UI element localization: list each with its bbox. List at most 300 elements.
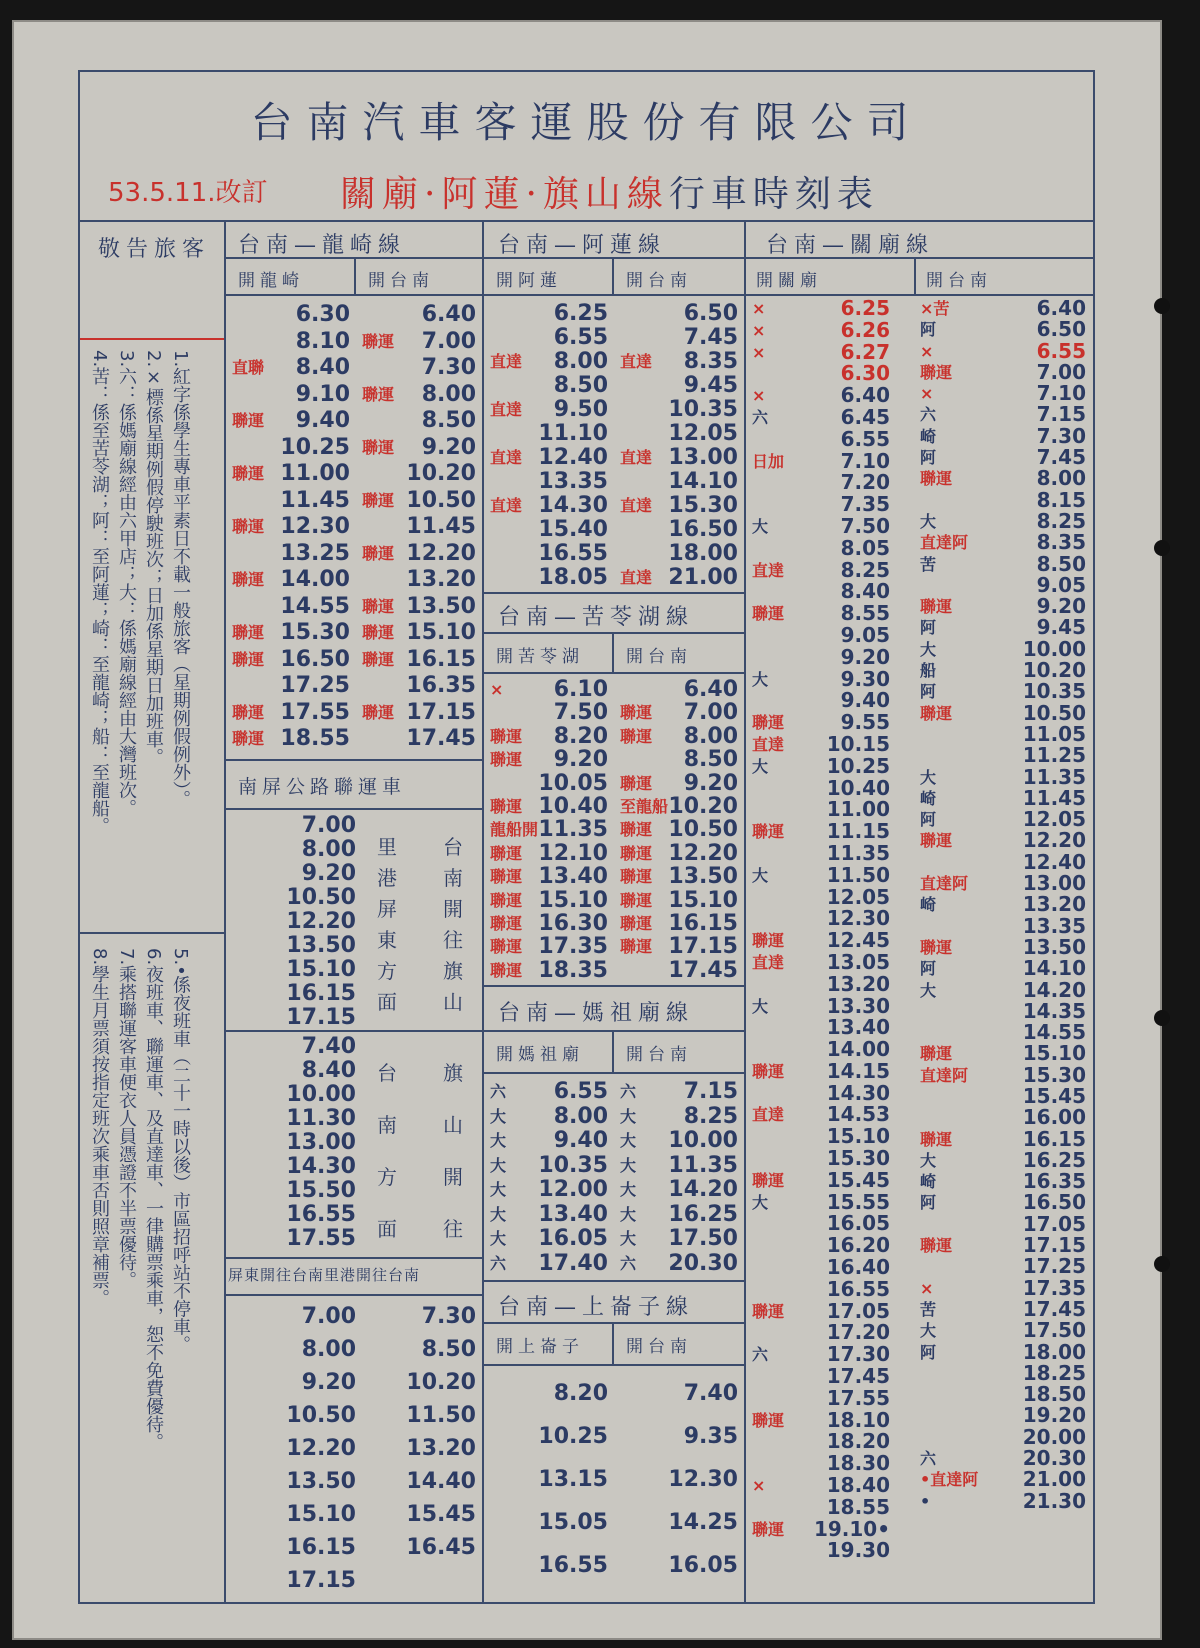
service-mark: 直達 — [620, 568, 653, 587]
note-7: 7.乘搭聯運客車便衣人員憑證不半票優待。 — [116, 948, 137, 1290]
time-row — [620, 446, 738, 470]
service-mark: 聯運 — [620, 843, 653, 863]
departure-time: 12.30 — [280, 514, 350, 539]
departure-time: 12.20 — [406, 540, 476, 566]
time-row — [392, 1300, 476, 1333]
time-row — [920, 700, 1086, 725]
departure-time: 12.20 — [286, 909, 356, 934]
service-mark: 大 — [620, 1229, 637, 1248]
departure-time: 12.40 — [538, 445, 608, 470]
time-row — [752, 666, 890, 691]
departure-time: 15.40 — [538, 517, 608, 542]
time-row — [620, 470, 738, 494]
departure-time: 6.10 — [553, 677, 608, 702]
note-4: 4.苦：係至苦苓湖；阿：至阿蓮；崎：至龍崎；船：至龍船。 — [89, 350, 110, 836]
time-row — [620, 1129, 738, 1154]
time-row — [920, 809, 1086, 830]
time-row — [232, 673, 350, 700]
time-row — [490, 912, 608, 935]
departure-time: 9.20 — [421, 434, 476, 460]
notice-title: 敬告旅客 — [98, 237, 211, 262]
service-mark: 直達 — [752, 952, 785, 972]
departure-time: 14.25 — [668, 1510, 738, 1535]
service-mark: 聯運 — [362, 623, 395, 642]
time-row — [752, 448, 890, 473]
departure-time: 9.20 — [301, 861, 356, 886]
departure-time: 7.10 — [840, 448, 890, 473]
time-row — [920, 764, 1086, 789]
departure-time: 8.00 — [553, 1103, 608, 1129]
departure-time: 12.05 — [826, 884, 890, 909]
departure-time: 9.45 — [1036, 615, 1086, 640]
time-row — [752, 821, 890, 843]
departure-time: 11.45 — [280, 487, 350, 513]
departure-time: 8.05 — [840, 535, 890, 560]
time-row — [232, 408, 350, 435]
time-row — [232, 488, 350, 515]
time-row — [752, 317, 890, 342]
departure-time: 8.25 — [683, 1103, 738, 1129]
service-mark: 聯運 — [752, 713, 785, 733]
notes-5-8 — [86, 948, 194, 1548]
departure-time: 6.45 — [840, 404, 890, 429]
service-mark: 聯運 — [752, 1301, 785, 1321]
time-row — [232, 647, 350, 674]
service-mark: 聯運 — [490, 960, 523, 980]
time-row — [920, 338, 1086, 363]
time-row — [752, 712, 890, 734]
time-row — [276, 982, 356, 1006]
departure-time: 9.20 — [301, 1370, 356, 1395]
departure-time: 9.10 — [295, 381, 350, 407]
departure-time: 18.00 — [668, 541, 738, 566]
departure-time: 10.50 — [286, 1403, 356, 1428]
time-row — [620, 350, 738, 374]
time-row — [752, 363, 890, 385]
service-mark: 聯運 — [362, 437, 395, 457]
time-row — [920, 913, 1086, 938]
mazu-left-times — [490, 1080, 608, 1276]
time-row — [920, 617, 1086, 638]
departure-time: 6.50 — [1036, 317, 1086, 342]
service-mark: 直達 — [620, 352, 653, 371]
departure-time: 18.05 — [538, 565, 608, 590]
time-row — [920, 934, 1086, 959]
longqi-right-times — [362, 302, 476, 753]
time-row — [752, 753, 890, 778]
departure-time: 18.40 — [826, 1473, 890, 1498]
service-mark: 大 — [620, 1131, 637, 1150]
departure-time: 9.40 — [295, 408, 350, 433]
time-row — [752, 622, 890, 647]
service-mark: 苦 — [920, 1299, 937, 1319]
service-mark: 六 — [752, 407, 769, 427]
time-row — [232, 620, 350, 647]
departure-time: 7.00 — [1036, 359, 1086, 384]
departure-time: 8.00 — [421, 381, 476, 407]
service-mark: 聯運 — [920, 362, 953, 382]
time-row — [232, 329, 350, 356]
time-row — [752, 949, 890, 974]
alian-left-times — [490, 302, 608, 590]
time-row — [276, 1531, 356, 1564]
departure-time: 13.20 — [1022, 892, 1086, 917]
service-mark: 大 — [490, 1155, 507, 1175]
service-mark: 大 — [920, 980, 937, 1000]
departure-time: 6.25 — [840, 296, 890, 320]
time-row — [392, 1432, 476, 1465]
departure-time: 13.50 — [286, 933, 356, 958]
departure-time: 6.40 — [421, 302, 476, 327]
time-row — [920, 319, 1086, 340]
departure-time: 7.30 — [421, 355, 476, 380]
time-row — [620, 518, 738, 542]
departure-time: 13.00 — [1022, 871, 1086, 896]
departure-time: 15.10 — [1022, 1041, 1086, 1066]
time-row — [920, 423, 1086, 448]
time-row — [752, 644, 890, 669]
service-mark: 直達 — [752, 560, 785, 580]
service-mark: 聯運 — [362, 543, 395, 563]
departure-time: 10.20 — [668, 793, 738, 819]
service-mark: 大 — [752, 996, 769, 1016]
time-row — [362, 620, 476, 647]
time-row — [620, 566, 738, 590]
time-row — [392, 1333, 476, 1366]
departure-time: 14.00 — [826, 1037, 890, 1062]
departure-time: 6.26 — [840, 317, 890, 342]
time-row — [920, 487, 1086, 512]
service-mark: 聯運 — [752, 1170, 785, 1190]
time-row — [276, 1107, 356, 1131]
time-row — [752, 908, 890, 930]
departure-time: 13.50 — [668, 864, 738, 890]
kuling-right-times — [620, 678, 738, 982]
time-row — [920, 1147, 1086, 1172]
time-row — [276, 1227, 356, 1251]
time-row — [752, 1366, 890, 1388]
service-mark: 大 — [620, 1204, 637, 1224]
departure-time: 18.30 — [826, 1451, 890, 1476]
departure-time: 10.50 — [1022, 700, 1086, 725]
time-row — [276, 1155, 356, 1179]
time-row — [920, 1405, 1086, 1426]
departure-time: 19.30 — [826, 1538, 890, 1563]
departure-time: 15.50 — [286, 1178, 356, 1203]
departure-time: 15.10 — [668, 887, 738, 913]
time-row — [920, 468, 1086, 489]
departure-time: 15.55 — [826, 1189, 890, 1214]
departure-time: 8.25 — [840, 557, 890, 582]
time-row — [232, 435, 350, 462]
time-row — [920, 1022, 1086, 1043]
alian-right-times — [620, 302, 738, 590]
service-mark: 龍船開 — [490, 820, 539, 840]
service-mark: × — [752, 386, 766, 406]
mazu-col1: 開媽祖廟 — [496, 1045, 584, 1065]
time-row — [920, 447, 1086, 468]
departure-time: 16.50 — [668, 517, 738, 542]
time-row — [752, 993, 890, 1018]
time-row — [620, 1105, 738, 1130]
time-row — [620, 1415, 738, 1458]
service-mark: 聯運 — [752, 1519, 785, 1539]
kuling-left-times — [490, 678, 608, 982]
service-mark: 六 — [920, 1449, 937, 1469]
departure-time: 16.15 — [1022, 1126, 1086, 1151]
departure-time: 8.25 — [1036, 508, 1086, 533]
departure-time: 8.00 — [1036, 466, 1086, 491]
service-mark: 聯運 — [232, 464, 265, 483]
departure-time: 11.00 — [826, 797, 890, 822]
time-row — [620, 772, 738, 795]
time-row — [920, 1083, 1086, 1108]
time-row — [232, 461, 350, 488]
time-row — [490, 494, 608, 518]
departure-time: 13.50 — [286, 1469, 356, 1494]
time-row — [490, 935, 608, 958]
departure-time: 10.35 — [668, 397, 738, 422]
mazu-right-times — [620, 1080, 738, 1276]
service-mark: •直達阿 — [920, 1470, 979, 1490]
time-row — [490, 795, 608, 818]
time-row — [276, 910, 356, 934]
shangqin-col2: 開台南 — [626, 1337, 692, 1357]
departure-time: 10.50 — [668, 817, 738, 843]
departure-time: 8.00 — [301, 1337, 356, 1362]
time-row — [490, 748, 608, 771]
departure-time: 9.40 — [840, 688, 890, 713]
service-mark: 聯運 — [490, 890, 523, 910]
service-mark: 崎 — [920, 788, 937, 808]
service-mark: 聯運 — [490, 750, 523, 770]
time-row — [362, 461, 476, 488]
service-mark: 聯運 — [752, 1410, 785, 1430]
departure-time: 8.40 — [295, 355, 350, 380]
departure-time: 14.55 — [1022, 1020, 1086, 1045]
service-mark: 大 — [920, 1150, 937, 1170]
departure-time: 17.05 — [826, 1298, 890, 1323]
shangqin-left-times — [490, 1372, 608, 1587]
departure-time: 9.45 — [683, 373, 738, 398]
service-mark: 阿 — [920, 320, 937, 340]
time-row — [920, 1171, 1086, 1192]
time-row — [620, 1252, 738, 1277]
service-mark: 崎 — [920, 1172, 937, 1192]
departure-time: 7.50 — [840, 513, 890, 538]
service-mark: 聯運 — [490, 796, 523, 816]
departure-time: 10.00 — [668, 1128, 738, 1153]
service-mark: 大 — [490, 1106, 507, 1126]
time-row — [752, 603, 890, 625]
departure-time: 14.55 — [280, 593, 350, 619]
departure-time: 18.10 — [826, 1407, 890, 1432]
departure-time: 16.50 — [1022, 1190, 1086, 1215]
service-mark: 直達 — [490, 400, 523, 419]
departure-time: 8.35 — [683, 349, 738, 374]
departure-time: 9.20 — [683, 770, 738, 796]
time-row — [920, 1211, 1086, 1236]
alian-header: 台南—阿蓮線 — [498, 233, 667, 258]
time-row — [362, 355, 476, 382]
departure-time: 18.20 — [826, 1429, 890, 1454]
departure-time: 17.15 — [286, 1005, 356, 1030]
departure-time: 7.35 — [840, 492, 890, 517]
departure-time: 13.35 — [538, 469, 608, 494]
service-mark: 聯運 — [362, 649, 395, 669]
service-mark: 聯運 — [620, 773, 653, 793]
time-row — [752, 1385, 890, 1410]
departure-time: 18.35 — [538, 957, 608, 983]
departure-time: 20.30 — [1022, 1446, 1086, 1471]
time-row — [362, 567, 476, 594]
departure-time: 11.35 — [1022, 764, 1086, 789]
service-mark: 聯運 — [490, 843, 523, 863]
departure-time: 16.05 — [538, 1226, 608, 1251]
departure-time: 15.10 — [406, 620, 476, 645]
departure-time: 7.30 — [1036, 423, 1086, 448]
time-row — [232, 594, 350, 621]
time-row — [920, 1424, 1086, 1449]
time-row — [490, 1178, 608, 1203]
departure-time: 16.00 — [1022, 1105, 1086, 1130]
guanmiao-left-times — [752, 298, 890, 1562]
pingdong-group1-times — [276, 814, 356, 1030]
departure-time: 9.05 — [840, 622, 890, 647]
time-row — [752, 557, 890, 582]
departure-time: 13.40 — [826, 1015, 890, 1040]
departure-time: 15.10 — [286, 1502, 356, 1527]
punch-hole — [1154, 1010, 1170, 1026]
time-row — [490, 1415, 608, 1458]
departure-time: 13.05 — [826, 949, 890, 974]
time-row — [620, 959, 738, 982]
guanmiao-header: 台南—關廟線 — [766, 233, 935, 258]
time-row — [752, 862, 890, 887]
service-mark: 聯運 — [232, 623, 265, 642]
departure-time: 15.45 — [406, 1502, 476, 1527]
service-mark: 聯運 — [490, 867, 523, 887]
service-mark: 聯運 — [752, 931, 785, 951]
service-mark: × — [752, 299, 766, 318]
time-row — [920, 830, 1086, 851]
time-row — [620, 701, 738, 724]
time-row — [620, 795, 738, 818]
time-row — [920, 359, 1086, 384]
departure-time: 13.20 — [406, 567, 476, 592]
time-row — [620, 1080, 738, 1105]
departure-time: 13.35 — [1022, 913, 1086, 938]
time-row — [392, 1498, 476, 1531]
service-mark: 聯運 — [920, 831, 953, 851]
service-mark: 大 — [920, 1321, 937, 1341]
departure-time: 16.40 — [826, 1255, 890, 1280]
departure-time: 10.25 — [280, 434, 350, 460]
departure-time: 17.20 — [826, 1320, 890, 1345]
time-row — [620, 1178, 738, 1203]
time-row — [490, 446, 608, 470]
service-mark: 大 — [920, 511, 937, 531]
time-row — [490, 1080, 608, 1105]
time-row — [752, 1298, 890, 1323]
departure-time: 15.10 — [286, 957, 356, 982]
departure-time: 8.20 — [553, 1381, 608, 1406]
departure-time: 8.55 — [840, 601, 890, 626]
service-mark: 聯運 — [490, 726, 523, 746]
pingdong-footer: 屏東開往台南里港開往台南 — [228, 1266, 421, 1284]
time-row — [620, 494, 738, 518]
departure-time: 17.55 — [286, 1226, 356, 1251]
time-row — [920, 1235, 1086, 1256]
time-row — [920, 1320, 1086, 1341]
time-row — [362, 726, 476, 753]
time-row — [752, 1431, 890, 1453]
departure-time: 8.20 — [553, 723, 608, 749]
service-mark: ×苦 — [920, 299, 950, 318]
service-mark: 至龍船 — [620, 796, 669, 816]
time-row — [920, 745, 1086, 766]
service-mark: 聯運 — [620, 890, 653, 910]
departure-time: 18.55 — [826, 1494, 890, 1519]
pingdong-group2-times — [276, 1035, 356, 1251]
departure-time: 15.05 — [538, 1510, 608, 1535]
time-row — [276, 1006, 356, 1030]
time-row — [276, 838, 356, 862]
time-row — [232, 514, 350, 541]
time-row — [276, 1399, 356, 1432]
time-row — [920, 1256, 1086, 1277]
departure-time: 17.30 — [826, 1342, 890, 1367]
time-row — [490, 374, 608, 398]
time-row — [490, 566, 608, 590]
time-row — [620, 1203, 738, 1228]
notes-1-4 — [86, 350, 194, 928]
departure-time: 15.30 — [1022, 1062, 1086, 1087]
departure-time: 10.05 — [538, 770, 608, 796]
time-row — [752, 1189, 890, 1214]
departure-time: 7.15 — [1036, 402, 1086, 427]
time-row — [752, 472, 890, 494]
service-mark: 阿 — [920, 448, 937, 468]
service-mark: × — [752, 320, 766, 340]
timetable-subtitle — [340, 166, 879, 217]
service-mark: 大 — [752, 669, 769, 689]
departure-time: 12.05 — [668, 421, 738, 446]
punch-hole — [1154, 298, 1170, 314]
service-mark: 聯運 — [920, 469, 953, 489]
time-row — [920, 404, 1086, 425]
departure-time: 10.25 — [538, 1424, 608, 1449]
service-mark: 阿 — [920, 1193, 937, 1213]
time-row — [920, 998, 1086, 1023]
time-row — [920, 298, 1086, 319]
time-row — [362, 594, 476, 621]
service-mark: 聯運 — [362, 596, 395, 616]
guanmiao-col2: 開台南 — [926, 271, 992, 291]
time-row — [362, 488, 476, 515]
shangqin-col1: 開上崙子 — [496, 1337, 584, 1357]
service-mark: 直達 — [620, 496, 653, 515]
time-row — [752, 1167, 890, 1192]
departure-time: 14.35 — [1022, 998, 1086, 1023]
time-row — [490, 350, 608, 374]
mazu-col2: 開台南 — [626, 1045, 692, 1065]
service-mark: 大 — [920, 767, 937, 787]
departure-time: 11.00 — [280, 461, 350, 486]
departure-time: 12.20 — [1022, 828, 1086, 853]
departure-time: 12.20 — [286, 1436, 356, 1461]
time-row — [362, 329, 476, 356]
